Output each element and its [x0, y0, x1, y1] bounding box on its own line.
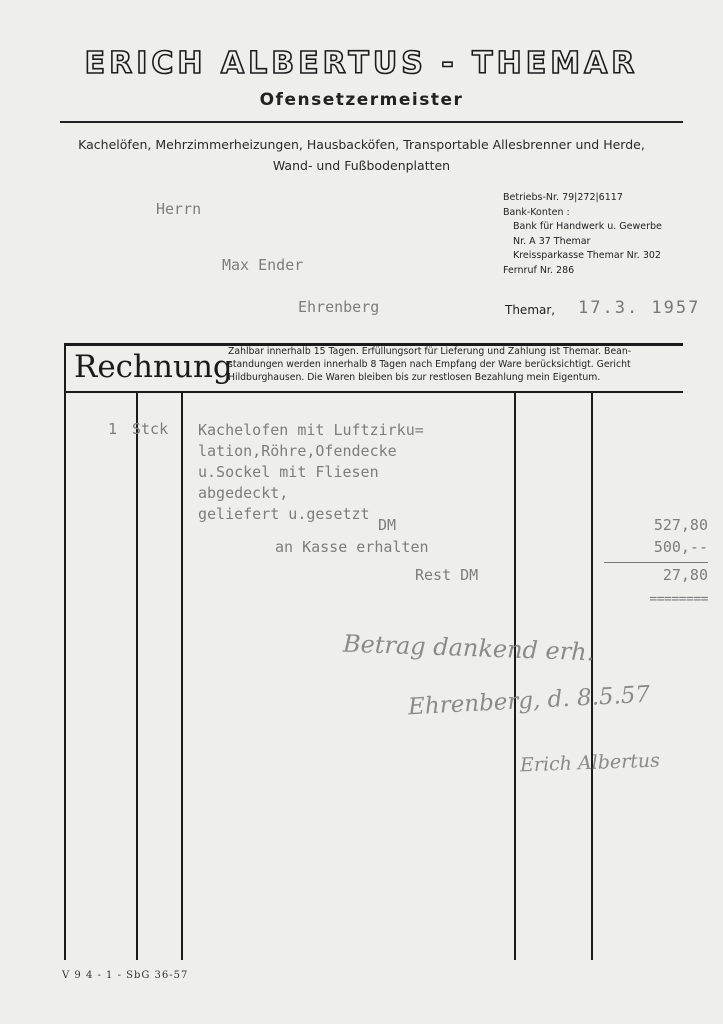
- item-description: [198, 420, 424, 525]
- product-list: [0, 134, 723, 176]
- desc-line-4: abgedeckt,: [198, 484, 289, 502]
- currency-label: DM: [378, 516, 397, 534]
- handwritten-receipt: Betrag dankend erh.: [342, 629, 595, 667]
- received-label: an Kasse erhalten: [275, 538, 429, 556]
- desc-line-2: lation,Röhre,Ofendecke: [198, 442, 397, 460]
- form-code: V 9 4 - 1 - SbG 36-57: [62, 970, 189, 981]
- business-info: [503, 191, 662, 278]
- amount-total: 527,80: [653, 516, 708, 534]
- payment-terms: [228, 345, 683, 384]
- recipient-name: Max Ender: [222, 256, 304, 274]
- column-line-unit: [181, 393, 183, 960]
- bank1-number: Nr. A 37 Themar: [513, 235, 591, 247]
- sum-underline: [604, 562, 708, 563]
- bank-konten-label: Bank-Konten :: [503, 206, 570, 218]
- desc-line-5: geliefert u.gesetzt: [198, 505, 370, 523]
- terms-line-2: standungen werden innerhalb 8 Tagen nach Empfang der Ware berücksichtigt. Gericht: [228, 359, 631, 370]
- recipient-town: Ehrenberg: [298, 298, 380, 316]
- handwritten-place-date: Ehrenberg, d. 8.5.57: [407, 681, 651, 721]
- fernruf: Fernruf Nr. 286: [503, 264, 575, 276]
- double-underline: ========: [649, 592, 708, 607]
- column-line-price: [591, 393, 593, 960]
- date-place: Themar,: [505, 303, 556, 317]
- column-line-left: [64, 346, 66, 960]
- amount-received: 500,--: [653, 538, 708, 556]
- invoice-date: 17.3. 1957: [578, 298, 701, 318]
- desc-line-1: Kachelofen mit Luftzirku=: [198, 421, 424, 439]
- amount-rest: 27,80: [662, 566, 708, 584]
- column-line-qty: [136, 393, 138, 960]
- betriebs-nr: Betriebs-Nr. 79|272|6117: [503, 192, 623, 203]
- column-line-desc: [514, 393, 516, 960]
- desc-line-3: u.Sockel mit Fliesen: [198, 463, 379, 481]
- bank1-name: Bank für Handwerk u. Gewerbe: [513, 221, 662, 232]
- rest-label: Rest DM: [415, 566, 479, 584]
- invoice-title: Rechnung: [74, 349, 233, 385]
- firm-name: ERICH ALBERTUS - THEMAR: [84, 46, 639, 81]
- product-line-2: Wand- und Fußbodenplatten: [272, 158, 451, 173]
- product-line-1: Kachelöfen, Mehrzimmerheizungen, Hausbacköfen, Transportable Allesbrenner und Herde,: [78, 137, 645, 152]
- letterhead-rule: [60, 121, 683, 123]
- bank2: Kreissparkasse Themar Nr. 302: [513, 250, 661, 261]
- item-unit: Stck: [132, 420, 169, 438]
- recipient-salutation: Herrn: [156, 200, 202, 218]
- firm-profession: Ofensetzermeister: [259, 90, 464, 110]
- terms-line-1: Zahlbar innerhalb 15 Tagen. Erfüllungsort für Lieferung und Zahlung ist Themar. Bean-: [228, 346, 632, 357]
- item-quantity: 1: [108, 420, 118, 438]
- terms-line-3: Hildburghausen. Die Waren bleiben bis zur restlosen Bezahlung mein Eigentum.: [228, 372, 601, 383]
- handwritten-signature: Erich Albertus: [519, 749, 661, 777]
